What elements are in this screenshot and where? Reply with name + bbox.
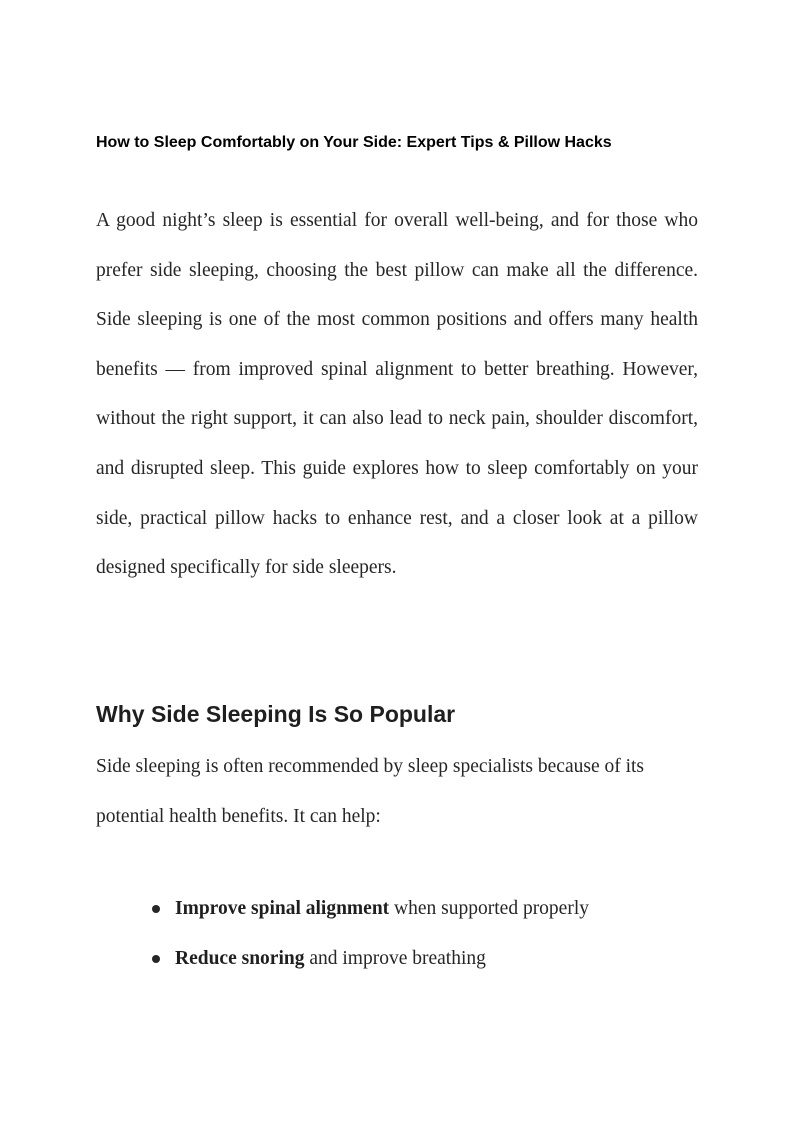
intro-paragraph: A good night’s sleep is essential for overall well-being, and for those who prefer side sleeping, choosing the best pillow can make all the difference. Side sleeping is one of the most common positions and offers many health benefits — from improved spinal alignment to better breathing. However, without the right support, it can also lead to neck pain, shoulder discomfort, and disrupted sleep. This guide explores how to sleep comfortably on your side, practical pillow hacks to enhance rest, and a closer look at a pillow designed specifically for side sleepers. bbox=[96, 210, 698, 579]
benefit-bold-text: Improve spinal alignment bbox=[175, 898, 390, 919]
section-paragraph: Side sleeping is often recommended by sleep specialists because of its potential health benefits. It can help: bbox=[96, 756, 645, 827]
list-item bbox=[152, 934, 589, 984]
benefits-list bbox=[152, 884, 589, 983]
section-heading: Why Side Sleeping Is So Popular bbox=[96, 701, 456, 727]
bullet-icon bbox=[152, 905, 160, 913]
benefit-text: when supported properly bbox=[389, 898, 589, 919]
bullet-icon bbox=[152, 955, 160, 963]
benefit-text: and improve breathing bbox=[304, 947, 486, 969]
benefit-bold-text: Reduce snoring bbox=[175, 947, 305, 969]
list-item bbox=[152, 884, 589, 934]
document-title: How to Sleep Comfortably on Your Side: Expert Tips & Pillow Hacks bbox=[96, 134, 612, 151]
